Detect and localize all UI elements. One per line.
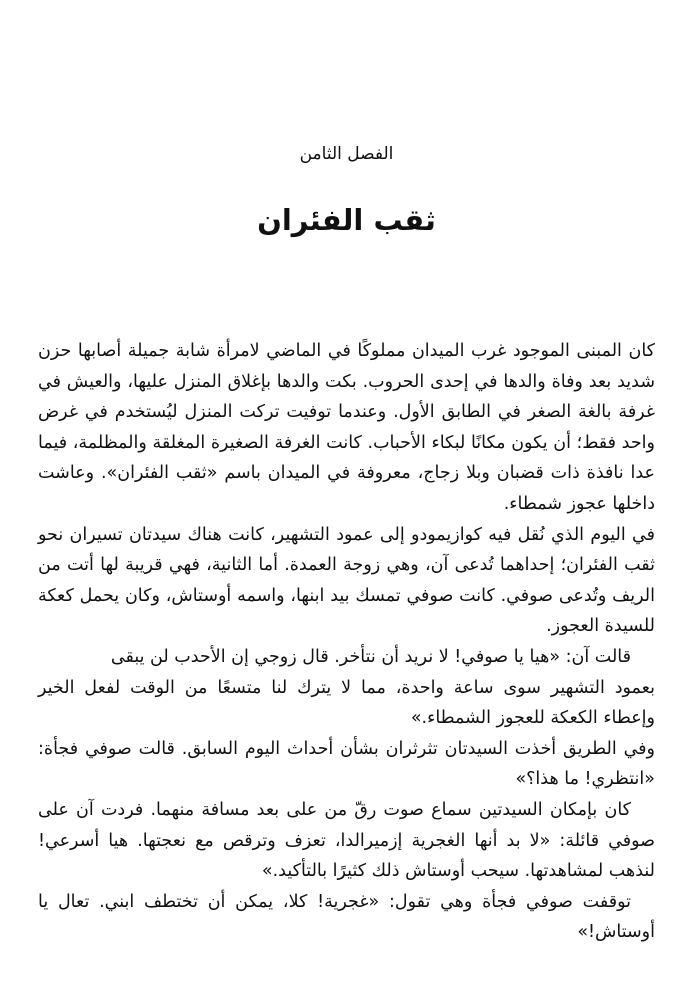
paragraph: توقفت صوفي فجأة وهي تقول: «غجرية! كلا، يمكن أن تختطف ابني. تعال يا أوستاش!» (38, 891, 655, 943)
paragraph: وفي الطريق أخذت السيدتان تثرثران بشأن أحداث اليوم السابق. قالت صوفي فجأة: «انتظري! ما هذا؟» (38, 738, 655, 790)
paragraph: قالت آن: «هيا يا صوفي! لا نريد أن نتأخر. قال زوجي إن الأحدب لن يبقى (110, 646, 631, 667)
paragraph: كان بإمكان السيدتين سماع صوت رقّ من على بعد مسافة منهما. فردت آن على صوفي قائلة: «لا بد أنها الغجرية إزميرالدا، تعزف وترقص مع نعجتها. هيا أسرعي! لنذهب لمشاهدتها. سيحب أوستاش ذلك كثيرًا بالتأكيد.» (38, 799, 655, 882)
paragraph: كان المبنى الموجود غرب الميدان مملوكًا في الماضي لامرأة شابة جميلة أصابها حزن شديد بعد وفاة والدها في إحدى الحروب. بكت والدها بإغلاق المنزل عليها، والعيش في غرفة بالغة الصغر في الطابق الأول. وعندما توفيت تركت المنزل ليُستخدم في غرض واحد فقط؛ أن يكون مكانًا لبكاء الأحباب. كانت الغرفة الصغيرة المغلقة والمظلمة، فيما عدا نافذة ذات قضبان وبلا زجاج، معروفة في الميدان باسم «ثقب الفئران». وعاشت داخلها عجوز شمطاء. (38, 341, 655, 514)
paragraph: بعمود التشهير سوى ساعة واحدة، مما لا يترك لنا متسعًا من الوقت لفعل الخير وإعطاء الكعكة للعجوز الشمطاء.» (38, 677, 655, 729)
chapter-label: الفصل الثامن (299, 144, 394, 164)
paragraph: في اليوم الذي نُقل فيه كوازيمودو إلى عمود التشهير، كانت هناك سيدتان تسيران نحو ثقب الفئران؛ إحداهما تُدعى آن، وهي زوجة العمدة. أما الثانية، فهي قريبة لها أتت من الريف وتُدعى صوفي. كانت صوفي تمسك بيد ابنها، واسمه أوستاش، وكان يحمل كعكة للسيدة العجوز. (38, 524, 655, 637)
body-text (38, 336, 655, 948)
chapter-title: ثقب الفئران (257, 203, 436, 237)
